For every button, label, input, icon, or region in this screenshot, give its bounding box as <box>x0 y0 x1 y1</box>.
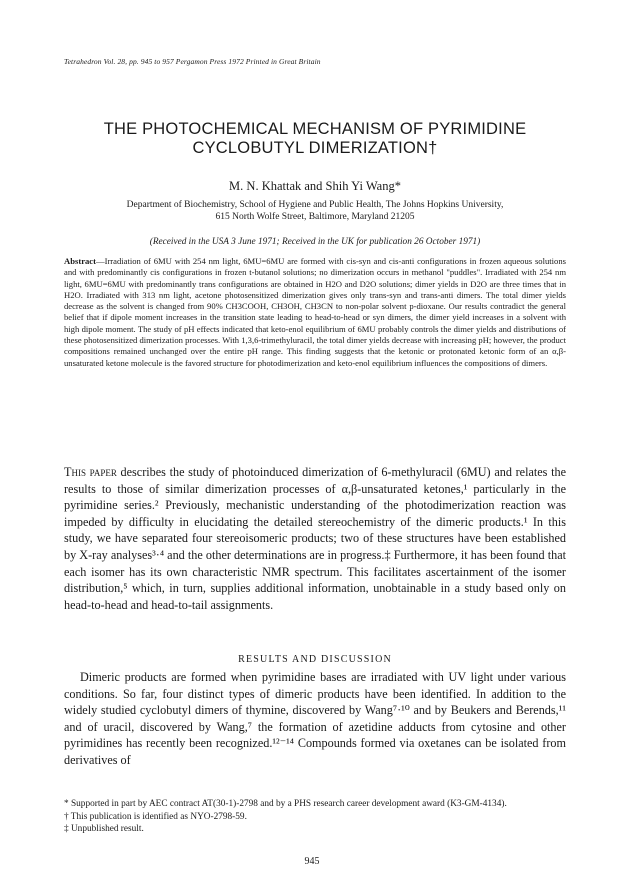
paper-title <box>60 120 570 158</box>
title-line-2: CYCLOBUTYL DIMERIZATION† <box>192 139 438 157</box>
results-paragraph: Dimeric products are formed when pyrimidine bases are irradiated with UV light under various conditions. So far, four distinct types of dimeric products have been identified. In addition to the widely studied cyclobutyl dimers of thymine, discovered by Wang⁷·¹⁰ and by Beukers and Berends,¹¹ and of uracil, discovered by Wang,⁷ the formation of azetidine adducts from cytosine and other pyrimidines has recently been recognized.¹²⁻¹⁴ Compounds formed via oxetanes can be isolated from derivatives of <box>64 670 566 767</box>
page-number: 945 <box>304 856 320 867</box>
title-line-1: THE PHOTOCHEMICAL MECHANISM OF PYRIMIDINE <box>103 120 527 138</box>
intro-text: describes the study of photoinduced dimerization of 6-methyluracil (6MU) and relates the results to those of similar dimerization processes of α,β-unsaturated ketones,¹ particularly in the pyrimidine series.² Previously, mechanistic understanding of the photodimerization reaction was impeded by difficulty in elucidating the detailed stereochemistry of the dimeric products.¹ In this study, we have separated four stereoisomeric products; two of these structures have been established by X-ray analyses³·⁴ and the other determinations are in progress.‡ Furthermore, it has been found that each isomer has its own characteristic NMR spectrum. This facilitates ascertainment of the isomer distribution,⁵ which, in turn, supplies additional information, unobtainable in a study based only on head-to-head and head-to-tail assignments. <box>64 465 567 612</box>
footnote-funding: * Supported in part by AEC contract AT(30-1)-2798 and by a PHS research career development award (K3-GM-4134). <box>64 799 507 809</box>
footnotes <box>64 798 566 836</box>
affiliation <box>64 199 566 223</box>
affiliation-line-1: Department of Biochemistry, School of Hygiene and Public Health, The Johns Hopkins University, <box>126 200 504 210</box>
journal-header: Tetrahedron Vol. 28, pp. 945 to 957 Pergamon Press 1972 Printed in Great Britain <box>64 57 321 66</box>
section-heading: RESULTS AND DISCUSSION <box>238 654 392 665</box>
introduction <box>64 464 566 613</box>
affiliation-line-2: 615 North Wolfe Street, Baltimore, Maryland 21205 <box>215 212 415 222</box>
abstract-text: —Irradiation of 6MU with 254 nm light, 6MU=6MU are formed with cis-syn and cis-anti configurations in frozen aqueous solutions and with predominantly cis configurations in frozen t-butanol solutions; no dimerization occurs in methanol "puddles". Irradiated with 254 nm light, 6MU=6MU with predominantly trans configurations are obtained in H2O and D2O solutions; dimer yields in D2O are three times that in H2O. Irradiated with 313 nm light, acetone photosensitized dimerization gives only trans-syn and trans-anti dimers. The total dimer yields decrease as the solvent is changed from 90% CH3COOH, CH3OH, CH3CN to non-polar solvent p-dioxane. Our results contradict the general belief that if dipole moment increases in the transition state leading to head-to-head or syn dimers, the dimer yield increases in a solvent with high dipole moment. The study of pH effects indicated that keto-enol equilibrium of 6MU probably controls the dimer yields and distributions of these photosensitized dimerization processes. With 1,3,6-trimethyluracil, the total dimer yields decrease with increasing pH; however, the product compositions remained unchanged over the entire pH range. This finding suggests that the ketonic or protonated ketonic form of an α,β-unsaturated ketone molecule is the favored structure for photodimerization and keto-enol equilibrium influences the compositions of dimers. <box>64 256 566 368</box>
results-section <box>64 669 566 769</box>
intro-lead: This paper <box>64 465 117 479</box>
abstract-label: Abstract <box>64 256 96 266</box>
footnote-publication-id: † This publication is identified as NYO-2798-59. <box>64 811 247 822</box>
intro-paragraph <box>64 464 566 613</box>
authors: M. N. Khattak and Shih Yi Wang* <box>229 179 401 193</box>
footnote-unpublished: ‡ Unpublished result. <box>64 824 144 834</box>
abstract <box>64 256 566 369</box>
received-dates: (Received in the USA 3 June 1971; Received in the UK for publication 26 October 1971) <box>149 237 481 247</box>
